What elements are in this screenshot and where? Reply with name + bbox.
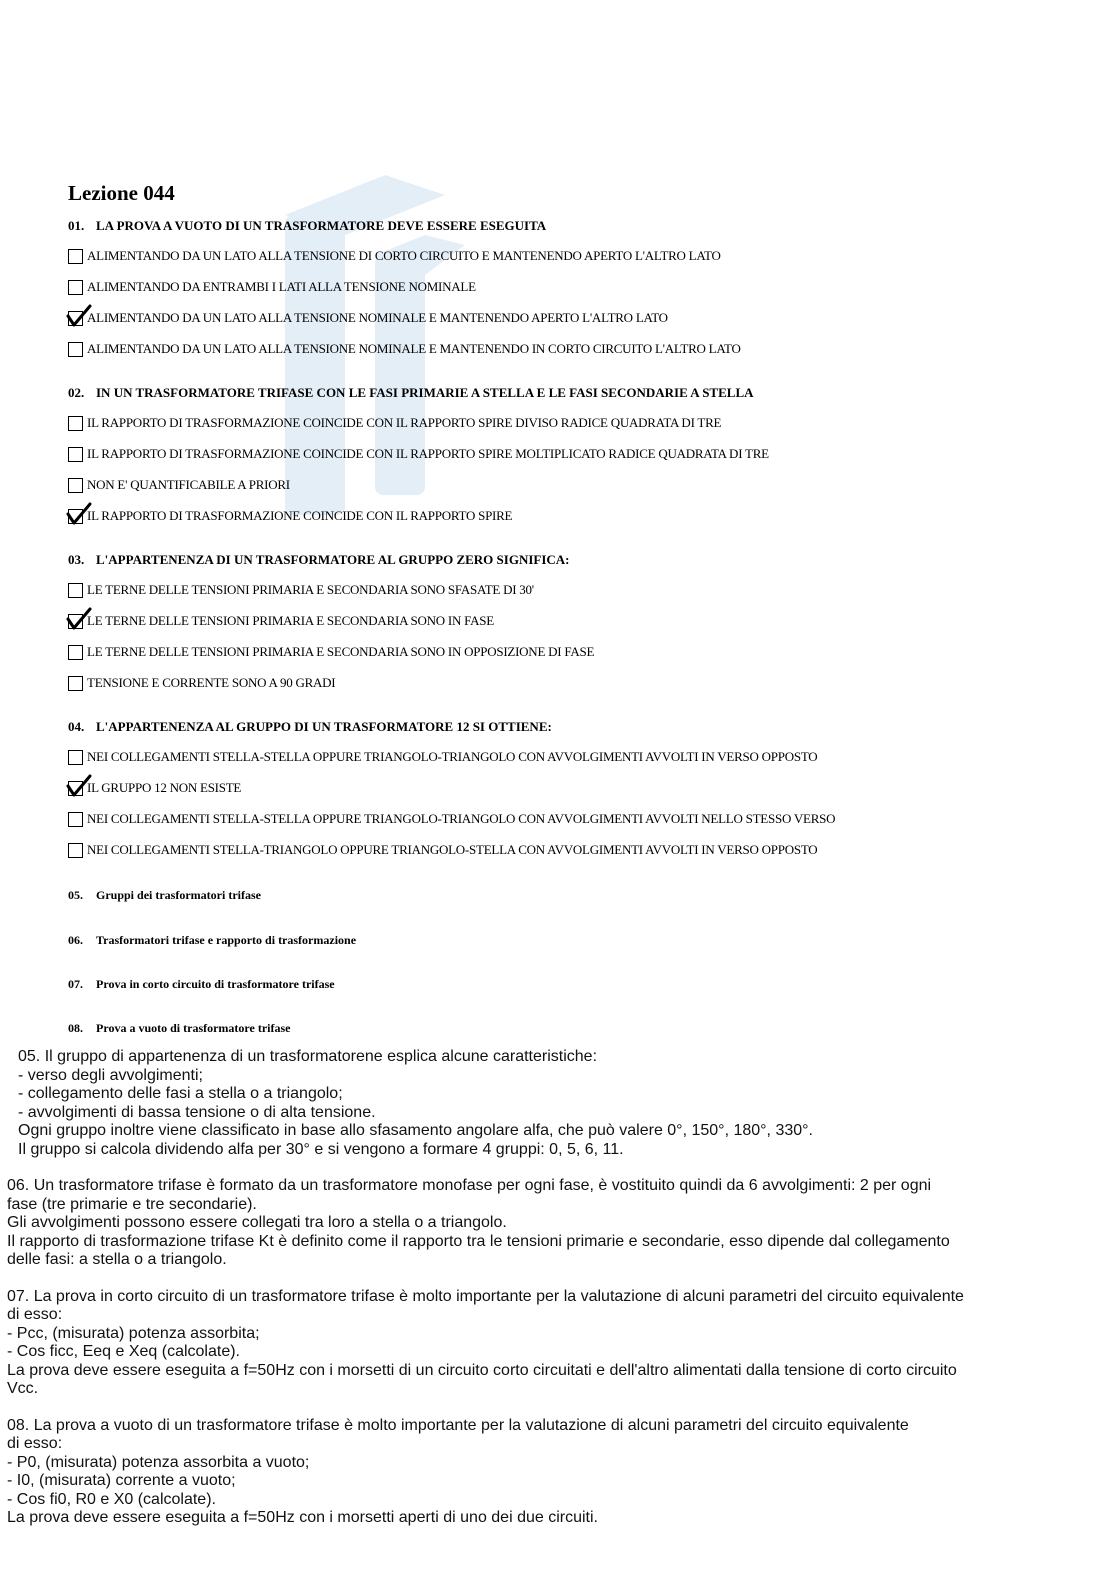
answer-option-label: LE TERNE DELLE TENSIONI PRIMARIA E SECONDARIA SONO SFASATE DI 30' [87, 582, 534, 597]
answer-option-label: IL RAPPORTO DI TRASFORMAZIONE COINCIDE CON IL RAPPORTO SPIRE DIVISO RADICE QUADRATA DI TRE [87, 415, 722, 430]
open-question-number: 07. [68, 977, 83, 991]
open-question-number: 06. [68, 933, 83, 947]
answer-line: - Pcc, (misurata) potenza assorbita; [7, 1324, 260, 1342]
answer-option-label: IL GRUPPO 12 NON ESISTE [87, 780, 242, 795]
checkbox[interactable] [68, 416, 83, 431]
answer-line: La prova deve essere eseguita a f=50Hz con i morsetti aperti di uno dei due circuiti. [7, 1509, 598, 1526]
answer-option[interactable] [68, 340, 741, 358]
answer-option[interactable] [68, 581, 534, 599]
answer-option[interactable] [68, 643, 594, 661]
checkbox[interactable] [68, 645, 83, 660]
checkbox[interactable] [68, 478, 83, 493]
answer-option[interactable] [68, 309, 668, 327]
question-text: IN UN TRASFORMATORE TRIFASE CON LE FASI PRIMARIE A STELLA E LE FASI SECONDARIE A STELLA [96, 385, 754, 400]
open-question-heading [68, 1021, 291, 1036]
answer-option[interactable] [68, 445, 769, 463]
answer-option[interactable] [68, 841, 817, 859]
checkbox[interactable] [68, 750, 83, 765]
answer-option[interactable] [68, 810, 835, 828]
answer-line: La prova deve essere eseguita a f=50Hz con i morsetti di un circuito corto circuitati e dell'altro alimentati dalla tensione di corto circuito [7, 1361, 957, 1379]
answer-line: 07. La prova in corto circuito di un trasformatore trifase è molto importante per la valutazione di alcuni parametri del circuito equivalente [7, 1287, 964, 1305]
answer-paragraph [0, 1288, 1116, 1399]
open-question-heading [68, 933, 356, 948]
question-number: 04. [68, 719, 85, 734]
open-question-number: 08. [68, 1021, 83, 1035]
checked-checkbox[interactable] [68, 509, 83, 524]
answer-option[interactable] [68, 748, 817, 766]
checked-checkbox[interactable] [68, 311, 83, 326]
question-number: 03. [68, 552, 85, 567]
checkbox[interactable] [68, 280, 83, 295]
open-question-text: Gruppi dei trasformatori trifase [96, 888, 261, 902]
checkbox[interactable] [68, 342, 83, 357]
answer-option-label: ALIMENTANDO DA UN LATO ALLA TENSIONE DI CORTO CIRCUITO E MANTENENDO APERTO L'ALTRO LATO [87, 248, 721, 263]
question-text: L'APPARTENENZA AL GRUPPO DI UN TRASFORMATORE 12 SI OTTIENE: [96, 719, 552, 734]
answer-option-label: TENSIONE E CORRENTE SONO A 90 GRADI [87, 675, 336, 690]
answer-option-label: IL RAPPORTO DI TRASFORMAZIONE COINCIDE CON IL RAPPORTO SPIRE [87, 508, 513, 523]
question-number: 02. [68, 385, 85, 400]
answer-line: fase (tre primarie e tre secondarie). [7, 1195, 257, 1213]
checkbox[interactable] [68, 447, 83, 462]
open-question-text: Prova a vuoto di trasformatore trifase [96, 1021, 291, 1035]
answer-line: Il rapporto di trasformazione trifase Kt è definito come il rapporto tra le tensioni primarie e secondarie, esso dipende dal collegamento [7, 1232, 950, 1250]
answer-paragraph [0, 1048, 1116, 1159]
answer-option[interactable] [68, 247, 721, 265]
question-heading [68, 218, 546, 234]
checkmark-icon [66, 773, 92, 799]
page-title: Lezione 044 [68, 181, 175, 205]
answer-line: Vcc. [7, 1380, 39, 1397]
answer-line: - verso degli avvolgimenti; [18, 1066, 203, 1084]
answer-line: di esso: [7, 1435, 63, 1452]
answer-option[interactable] [68, 414, 721, 432]
question-text: LA PROVA A VUOTO DI UN TRASFORMATORE DEVE ESSERE ESEGUITA [96, 218, 547, 233]
answer-option[interactable] [68, 674, 335, 692]
checkbox[interactable] [68, 812, 83, 827]
question-heading [68, 552, 570, 568]
answer-line: Ogni gruppo inoltre viene classificato in base allo sfasamento angolare alfa, che può valere 0°, 150°, 180°, 330°. [18, 1122, 813, 1139]
answer-line: - avvolgimenti di bassa tensione o di alta tensione. [18, 1103, 376, 1121]
answer-paragraph [0, 1177, 1116, 1270]
answer-line: 08. La prova a vuoto di un trasformatore trifase è molto importante per la valutazione di alcuni parametri del circuito equivalente [7, 1416, 909, 1434]
answer-option[interactable] [68, 278, 476, 296]
question-heading [68, 719, 552, 735]
open-question-heading [68, 888, 261, 903]
checked-checkbox[interactable] [68, 614, 83, 629]
answer-option[interactable] [68, 507, 512, 525]
question-heading [68, 385, 754, 401]
answer-line: delle fasi: a stella o a triangolo. [7, 1251, 227, 1268]
answer-option-label: NEI COLLEGAMENTI STELLA-TRIANGOLO OPPURE TRIANGOLO-STELLA CON AVVOLGIMENTI AVVOLTI IN VERSO OPPOSTO [87, 842, 818, 857]
answer-option-label: ALIMENTANDO DA UN LATO ALLA TENSIONE NOMINALE E MANTENENDO IN CORTO CIRCUITO L'ALTRO LATO [87, 341, 741, 356]
answer-option[interactable] [68, 779, 241, 797]
checkbox[interactable] [68, 249, 83, 264]
answer-line: Il gruppo si calcola dividendo alfa per 30° e si vengono a formare 4 gruppi: 0, 5, 6, 11. [18, 1140, 624, 1158]
open-question-heading [68, 977, 335, 992]
checkmark-icon [66, 606, 92, 632]
answer-line: 06. Un trasformatore trifase è formato da un trasformatore monofase per ogni fase, è vostituito quindi da 6 avvolgimenti: 2 per ogni [7, 1177, 932, 1194]
answer-option[interactable] [68, 476, 290, 494]
checkmark-icon [66, 303, 92, 329]
answer-option-label: ALIMENTANDO DA ENTRAMBI I LATI ALLA TENSIONE NOMINALE [87, 279, 476, 294]
answer-line: - P0, (misurata) potenza assorbita a vuoto; [7, 1453, 310, 1471]
answer-option-label: NON E' QUANTIFICABILE A PRIORI [87, 477, 290, 492]
answer-line: - I0, (misurata) corrente a vuoto; [7, 1472, 236, 1489]
open-question-text: Trasformatori trifase e rapporto di trasformazione [96, 933, 357, 947]
checkbox[interactable] [68, 676, 83, 691]
answer-option-label: IL RAPPORTO DI TRASFORMAZIONE COINCIDE CON IL RAPPORTO SPIRE MOLTIPLICATO RADICE QUADRATA DI TRE [87, 446, 769, 461]
answer-line: Gli avvolgimenti possono essere collegati tra loro a stella o a triangolo. [7, 1214, 507, 1231]
checked-checkbox[interactable] [68, 781, 83, 796]
checkbox[interactable] [68, 843, 83, 858]
answer-option[interactable] [68, 612, 494, 630]
answer-line: 05. Il gruppo di appartenenza di un trasformatorene esplica alcune caratteristiche: [18, 1048, 598, 1065]
checkbox[interactable] [68, 583, 83, 598]
checkmark-icon [66, 501, 92, 527]
answer-option-label: LE TERNE DELLE TENSIONI PRIMARIA E SECONDARIA SONO IN OPPOSIZIONE DI FASE [87, 644, 595, 659]
answer-option-label: NEI COLLEGAMENTI STELLA-STELLA OPPURE TRIANGOLO-TRIANGOLO CON AVVOLGIMENTI AVVOLTI IN VERSO OPPOSTO [87, 749, 818, 764]
answer-line: - collegamento delle fasi a stella o a triangolo; [18, 1085, 343, 1102]
question-text: L'APPARTENENZA DI UN TRASFORMATORE AL GRUPPO ZERO SIGNIFICA: [96, 552, 570, 567]
answers-section [0, 1048, 1116, 1546]
answer-option-label: NEI COLLEGAMENTI STELLA-STELLA OPPURE TRIANGOLO-TRIANGOLO CON AVVOLGIMENTI AVVOLTI NELLO STESSO VERSO [87, 811, 836, 826]
open-question-text: Prova in corto circuito di trasformatore trifase [96, 977, 335, 991]
answer-paragraph [0, 1417, 1116, 1528]
answer-line: di esso: [7, 1306, 63, 1323]
open-question-number: 05. [68, 888, 83, 902]
answer-option-label: LE TERNE DELLE TENSIONI PRIMARIA E SECONDARIA SONO IN FASE [87, 613, 494, 628]
answer-option-label: ALIMENTANDO DA UN LATO ALLA TENSIONE NOMINALE E MANTENENDO APERTO L'ALTRO LATO [87, 310, 668, 325]
answer-line: - Cos ficc, Eeq e Xeq (calcolate). [7, 1343, 240, 1360]
question-number: 01. [68, 218, 85, 233]
answer-line: - Cos fi0, R0 e X0 (calcolate). [7, 1490, 216, 1508]
